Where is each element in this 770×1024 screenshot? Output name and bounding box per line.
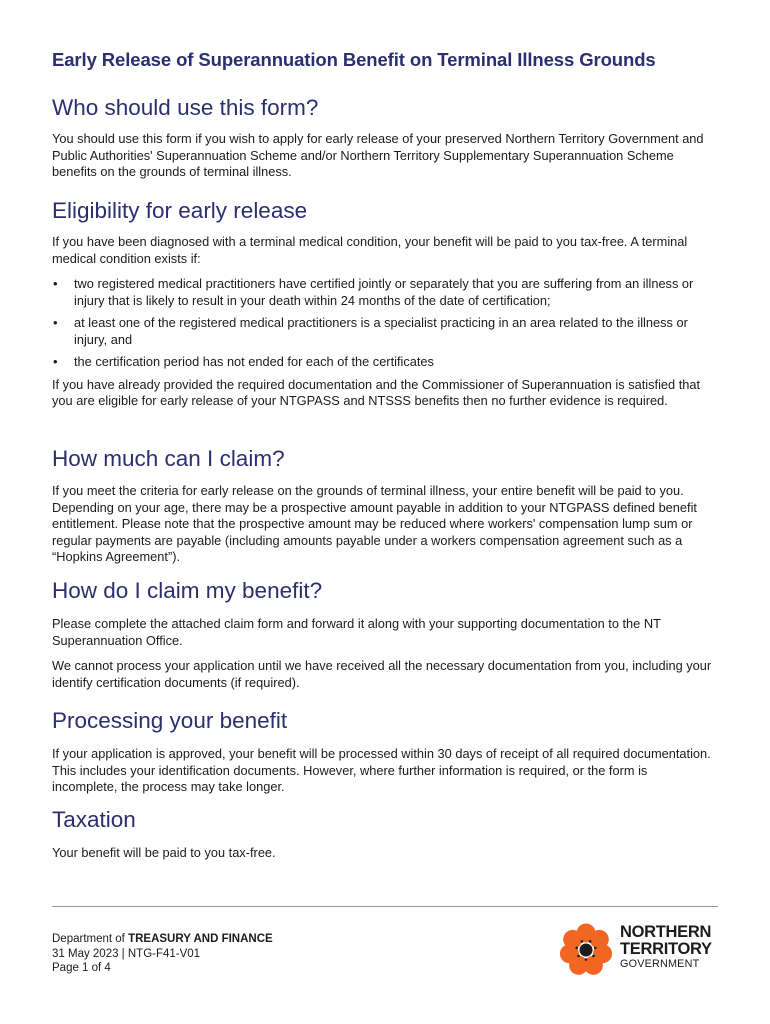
how-claim-para2: We cannot process your application until we have received all the necessary documentation from you, including your identify certification documents (if required).: [52, 658, 712, 690]
taxation-body: Your benefit will be paid to you tax-free.: [52, 845, 276, 860]
footer-divider: [52, 906, 718, 907]
footer-department: [52, 932, 273, 947]
list-item: • at least one of the registered medical practitioners is a specialist practicing in an area related to the illness or injury, and: [52, 315, 716, 348]
rose-stamen: [585, 958, 588, 961]
rose-stamen: [581, 940, 584, 943]
rose-stamen: [594, 947, 597, 950]
section-who: [52, 94, 716, 181]
section-taxation: [52, 806, 716, 862]
section-how-much: [52, 445, 716, 566]
section-how-claim: [52, 577, 716, 691]
processing-body: If your application is approved, your benefit will be processed within 30 days of receipt of all required documentation. This includes your identification documents. However, where further information is required, or the form is incomplete, the process may take longer.: [52, 746, 711, 794]
heading-how-claim: How do I claim my benefit?: [52, 578, 323, 603]
footer: [52, 932, 273, 976]
heading-how-much: How much can I claim?: [52, 446, 285, 471]
nt-government-logo: [556, 920, 726, 980]
rose-stamen: [575, 947, 578, 950]
logo-text: [620, 924, 712, 970]
eligibility-intro: If you have been diagnosed with a terminal medical condition, your benefit will be paid to you tax-free. A terminal medical condition exists if:: [52, 234, 688, 266]
rose-stamen: [577, 955, 580, 958]
eligibility-closing: If you have already provided the required documentation and the Commissioner of Superannuation is satisfied that you are eligible for early release of your NTGPASS and NTSSS benefits then no further evidence is required.: [52, 376, 701, 408]
footer-dept-prefix: Department of: [52, 933, 125, 945]
logo-line-1: NORTHERN: [620, 923, 712, 941]
footer-dept-name: TREASURY AND FINANCE: [128, 933, 273, 945]
footer-date-code: 31 May 2023 | NTG-F41-V01: [52, 947, 201, 960]
section-processing: [52, 707, 716, 796]
list-item: • the certification period has not ended for each of the certificates: [52, 354, 716, 371]
heading-eligibility: Eligibility for early release: [52, 198, 308, 223]
heading-processing: Processing your benefit: [52, 708, 288, 733]
rose-petal: [563, 930, 582, 949]
who-body: You should use this form if you wish to apply for early release of your preserved Northern Territory Government and Public Authorities' Superannuation Scheme and/or Northern Territory Supplementary Superannuation Scheme benefits on the grounds of terminal illness.: [52, 131, 704, 179]
how-claim-para1: Please complete the attached claim form and forward it along with your supporting documentation to the NT Superannuation Office.: [52, 616, 661, 648]
section-eligibility: [52, 197, 716, 410]
footer-page-number: Page 1 of 4: [52, 962, 111, 974]
rose-stamen: [592, 955, 595, 958]
document-title: Early Release of Superannuation Benefit on Terminal Illness Grounds: [52, 49, 656, 70]
logo-line-3: GOVERNMENT: [620, 958, 700, 970]
list-item: • two registered medical practitioners have certified jointly or separately that you are suffering from an illness or injury that is likely to result in your death within 24 months of the date of certification;: [52, 276, 716, 309]
heading-who: Who should use this form?: [52, 95, 319, 120]
how-much-body: If you meet the criteria for early release on the grounds of terminal illness, your entire benefit will be paid to you. Depending on your age, there may be a prospective amount payable in addition to your NTGPASS defined benefit entitlement. Please note that the prospective amount may be reduced where workers' compensation lump sum or regular payments are payable (including amounts payable under a workers compensation agreement such as a “Hopkins Agreement”).: [52, 483, 697, 564]
rose-stamen: [589, 940, 592, 943]
eligibility-criteria-list: [52, 276, 716, 371]
logo-line-2: TERRITORY: [620, 940, 712, 958]
heading-taxation: Taxation: [52, 807, 136, 832]
desert-rose-icon: [556, 920, 616, 980]
